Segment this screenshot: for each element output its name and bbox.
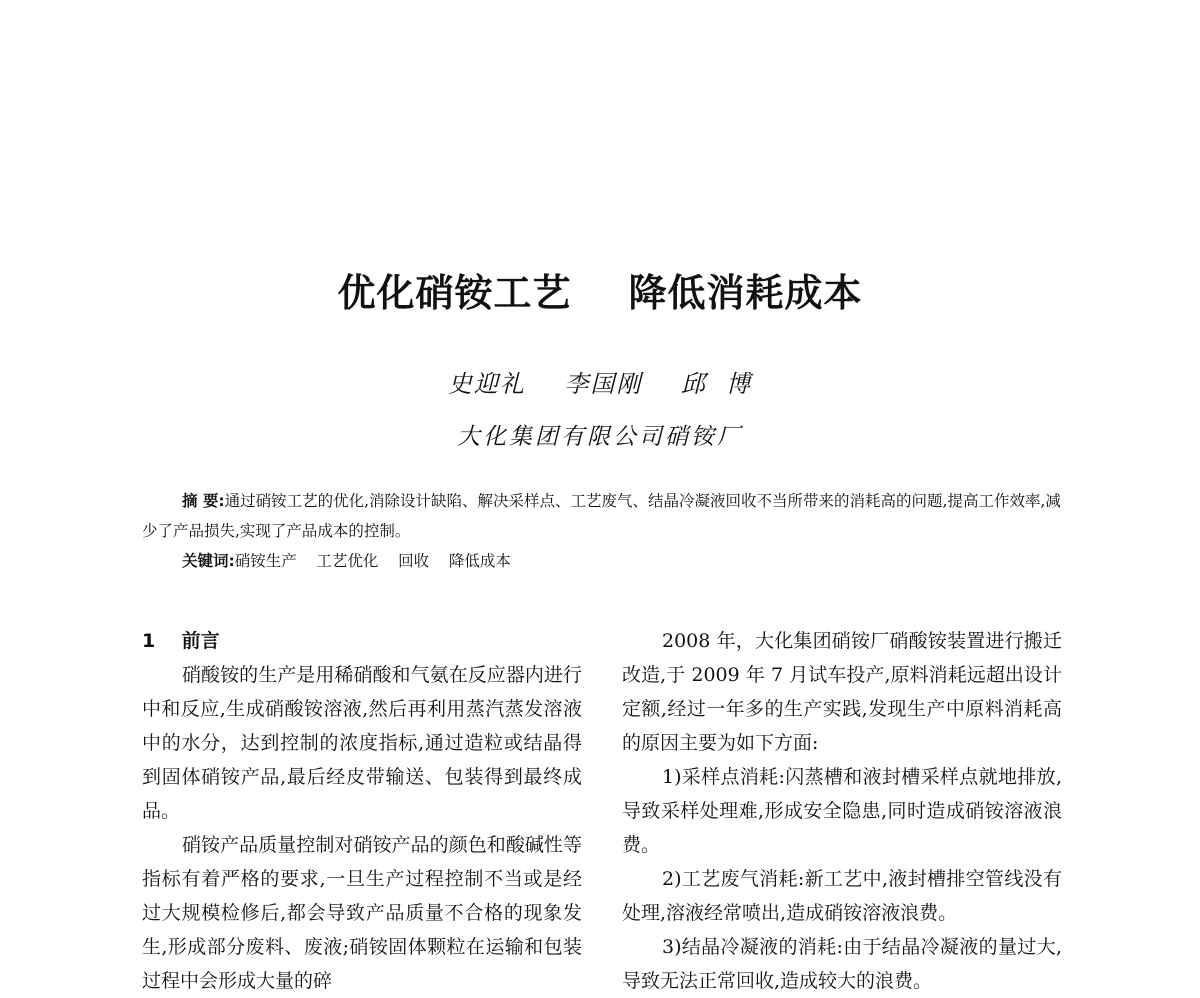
affiliation: 大化集团有限公司硝铵厂	[457, 424, 743, 450]
paragraph: 硝酸铵的生产是用稀硝酸和气氨在反应器内进行中和反应,生成硝酸铵溶液,然后再利用蒸汽蒸发溶液中的水分，达到控制的浓度指标,通过造粒或结晶得到固体硝铵产品,最后经皮带输送、包装得到最终成品。	[142, 664, 582, 822]
abstract-text: 通过硝铵工艺的优化,消除设计缺陷、解决采样点、工艺废气、结晶冷凝液回收不当所带来的消耗高的问题,提高工作效率,减少了产品损失,实现了产品成本的控制。	[142, 492, 1061, 540]
abstract-label: 摘 要:	[182, 492, 225, 510]
paragraph: 2008 年，大化集团硝铵厂硝酸铵装置进行搬迁改造,于 2009 年 7 月试车投产,原料消耗远超出设计定额,经过一年多的生产实践,发现生产中原料消耗高的原因主要为如下方面:	[622, 630, 1062, 754]
keywords-text: 硝铵生产 工艺优化 回收 降低成本	[234, 552, 511, 570]
keywords-label: 关键词:	[182, 552, 235, 570]
paper-title: 优化硝铵工艺 降低消耗成本	[337, 271, 863, 315]
authors: 史迎礼 李国刚 邱 博	[447, 370, 753, 398]
paragraph: 硝铵产品质量控制对硝铵产品的颜色和酸碱性等指标有着严格的要求,一旦生产过程控制不当或是经过大规模检修后,都会导致产品质量不合格的现象发生,形成部分废料、废液;硝铵固体颗粒在运输和包装过程中会形成大量的碎	[142, 834, 582, 992]
right-column	[622, 624, 1062, 998]
abstract	[142, 486, 1064, 546]
list-item: 2)工艺废气消耗:新工艺中,液封槽排空管线没有处理,溶液经常喷出,造成硝铵溶液浪费。	[622, 868, 1062, 924]
section-heading: 1 前言	[142, 630, 220, 652]
list-item: 1)采样点消耗:闪蒸槽和液封槽采样点就地排放,导致采样处理难,形成安全隐患,同时造成硝铵溶液浪费。	[622, 766, 1062, 856]
abstract-block	[142, 486, 1064, 576]
keywords	[142, 546, 1064, 576]
list-item: 3)结晶冷凝液的消耗:由于结晶冷凝液的量过大,导致无法正常回收,造成较大的浪费。	[622, 936, 1062, 992]
left-column	[142, 624, 582, 998]
